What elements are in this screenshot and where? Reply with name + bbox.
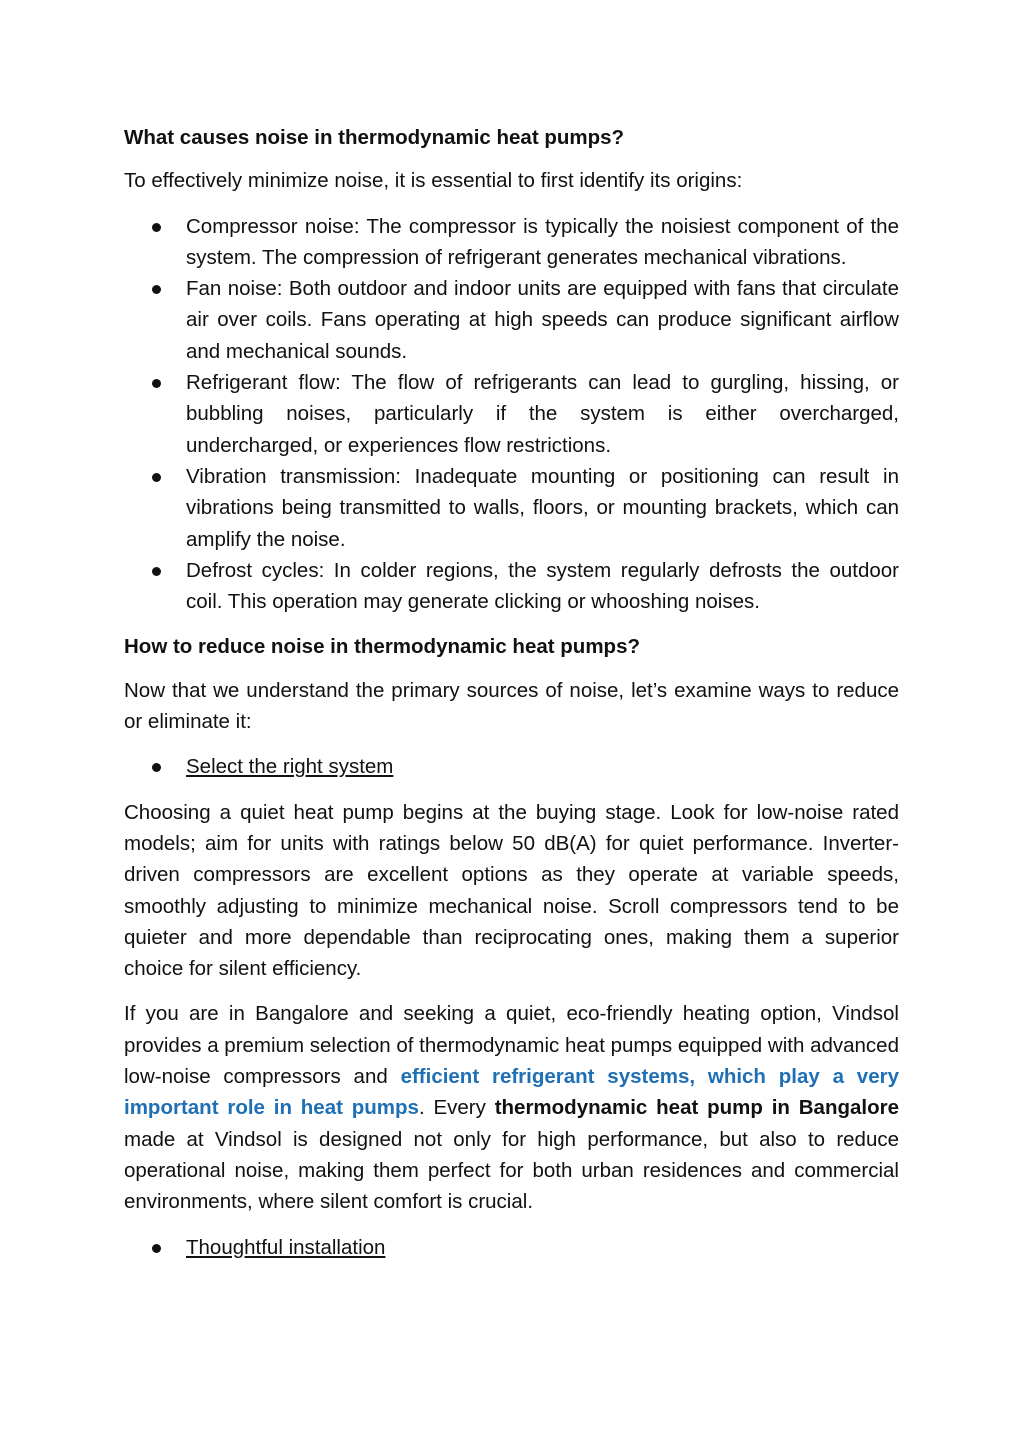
section-heading-reduce: How to reduce noise in thermodynamic heat pumps? <box>124 635 640 659</box>
bullet-icon <box>152 567 161 576</box>
list-item <box>124 1232 899 1263</box>
list-item <box>124 367 899 461</box>
list-item <box>124 751 899 782</box>
intro-paragraph: Now that we understand the primary sources of noise, let’s examine ways to reduce or eliminate it: <box>124 678 899 734</box>
bullet-icon <box>152 1244 161 1253</box>
list-item-text: Refrigerant flow: The flow of refrigerants can lead to gurgling, hissing, or bubbling noises, particularly if the system is either overcharged, undercharged, or experiences flow restrictions. <box>186 371 899 457</box>
bullet-icon <box>152 379 161 388</box>
list-item <box>124 461 899 555</box>
list-item-text: Compressor noise: The compressor is typically the noisiest component of the system. The compression of refrigerant generates mechanical vibrations. <box>186 214 899 269</box>
list-item <box>124 555 899 618</box>
intro-paragraph: To effectively minimize noise, it is essential to first identify its origins: <box>124 169 743 193</box>
document-page <box>124 122 899 1277</box>
list-item <box>124 273 899 367</box>
section-heading-causes: What causes noise in thermodynamic heat pumps? <box>124 126 625 149</box>
bullet-icon <box>152 285 161 294</box>
subheading-installation: Thoughtful installation <box>186 1235 386 1259</box>
list-item <box>124 211 899 274</box>
bullet-icon <box>152 473 161 482</box>
subheading-select-system: Select the right system <box>186 755 394 779</box>
bold-keyword: thermodynamic heat pump in Bangalore <box>494 1096 900 1120</box>
text-run: made at Vindsol is designed not only for high performance, but also to reduce operational noise, making them perfect for both urban residences and commercial environments, where silent comfort is crucial. <box>124 1127 899 1214</box>
subheading-list <box>124 751 899 782</box>
body-paragraph: Choosing a quiet heat pump begins at the buying stage. Look for low-noise rated models; aim for units with ratings below 50 dB(A) for quiet performance. Inverter-driven compressors are excellent options as they operate at variable speeds, smoothly adjusting to minimize mechanical noise. Scroll compressors tend to be quieter and more dependable than reciprocating ones, making them a superior choice for silent efficiency. <box>124 800 899 981</box>
list-item-text: Fan noise: Both outdoor and indoor units are equipped with fans that circulate air over coils. Fans operating at high speeds can produce significant airflow and mechanical sounds. <box>186 277 899 363</box>
refrigerant-link[interactable]: efficient refrigerant systems, which play a very important role in heat pumps <box>124 1065 899 1120</box>
list-item-text: Vibration transmission: Inadequate mounting or positioning can result in vibrations being transmitted to walls, floors, or mounting brackets, which can amplify the noise. <box>186 464 899 551</box>
causes-list <box>124 211 899 618</box>
list-item-text: Defrost cycles: In colder regions, the system regularly defrosts the outdoor coil. This operation may generate clicking or whooshing noises. <box>186 558 899 614</box>
bullet-icon <box>152 223 161 232</box>
subheading-list <box>124 1232 899 1263</box>
bullet-icon <box>152 763 161 772</box>
body-paragraph <box>124 998 899 1217</box>
text-run: . Every <box>418 1096 495 1120</box>
text-run: If you are in Bangalore and seeking a quiet, eco-friendly heating option, Vindsol provides a premium selection of thermodynamic heat pumps equipped with advanced low-noise compressors and <box>124 1002 899 1089</box>
